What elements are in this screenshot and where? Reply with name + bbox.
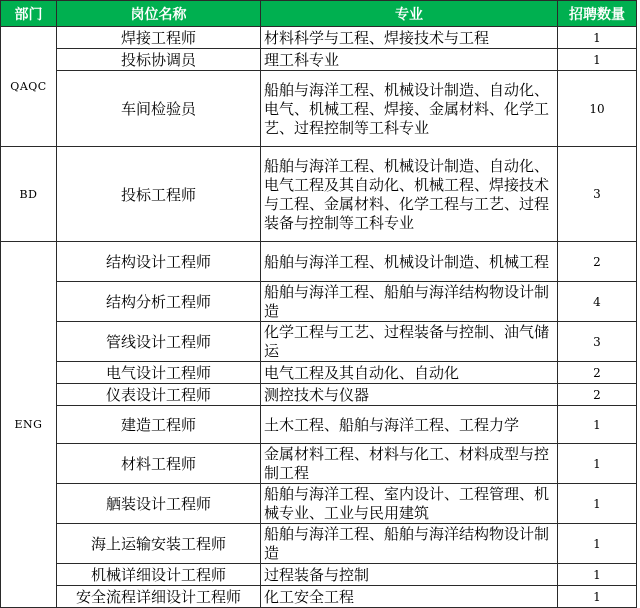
count-cell: 1: [558, 484, 637, 524]
count-cell: 1: [558, 49, 637, 71]
position-cell: 投标工程师: [57, 147, 261, 242]
dept-cell: ENG: [1, 242, 57, 608]
position-cell: 舾装设计工程师: [57, 484, 261, 524]
major-cell: 材料科学与工程、焊接技术与工程: [261, 27, 558, 49]
count-cell: 3: [558, 147, 637, 242]
position-cell: 焊接工程师: [57, 27, 261, 49]
table-row: [1, 242, 637, 282]
table-row: [1, 444, 637, 484]
table-row: [1, 322, 637, 362]
major-cell: 过程装备与控制: [261, 564, 558, 586]
table-row: [1, 71, 637, 147]
table-row: [1, 362, 637, 384]
position-cell: 仪表设计工程师: [57, 384, 261, 406]
header-position: 岗位名称: [57, 1, 261, 27]
major-cell: 土木工程、船舶与海洋工程、工程力学: [261, 406, 558, 444]
position-cell: 管线设计工程师: [57, 322, 261, 362]
table-row: [1, 524, 637, 564]
position-cell: 结构设计工程师: [57, 242, 261, 282]
position-cell: 投标协调员: [57, 49, 261, 71]
major-cell: 测控技术与仪器: [261, 384, 558, 406]
count-cell: 4: [558, 282, 637, 322]
table-row: [1, 484, 637, 524]
table-row: [1, 147, 637, 242]
count-cell: 2: [558, 384, 637, 406]
table-row: [1, 406, 637, 444]
position-cell: 车间检验员: [57, 71, 261, 147]
header-count: 招聘数量: [558, 1, 637, 27]
count-cell: 2: [558, 362, 637, 384]
position-cell: 电气设计工程师: [57, 362, 261, 384]
position-cell: 安全流程详细设计工程师: [57, 586, 261, 608]
table-row: [1, 564, 637, 586]
major-cell: 化工安全工程: [261, 586, 558, 608]
count-cell: 2: [558, 242, 637, 282]
major-cell: 船舶与海洋工程、室内设计、工程管理、机械专业、工业与民用建筑: [261, 484, 558, 524]
position-cell: 结构分析工程师: [57, 282, 261, 322]
major-cell: 电气工程及其自动化、自动化: [261, 362, 558, 384]
count-cell: 1: [558, 524, 637, 564]
count-cell: 1: [558, 444, 637, 484]
header-major: 专业: [261, 1, 558, 27]
table-row: [1, 282, 637, 322]
major-cell: 船舶与海洋工程、船舶与海洋结构物设计制造: [261, 282, 558, 322]
dept-cell: QAQC: [1, 27, 57, 147]
header-row: [1, 1, 637, 27]
major-cell: 船舶与海洋工程、机械设计制造、自动化、电气工程及其自动化、机械工程、焊接技术与工程、金属材料、化学工程与工艺、过程装备与控制等工科专业: [261, 147, 558, 242]
count-cell: 1: [558, 406, 637, 444]
count-cell: 10: [558, 71, 637, 147]
position-cell: 海上运输安装工程师: [57, 524, 261, 564]
header-dept: 部门: [1, 1, 57, 27]
major-cell: 船舶与海洋工程、机械设计制造、机械工程: [261, 242, 558, 282]
major-cell: 化学工程与工艺、过程装备与控制、油气储运: [261, 322, 558, 362]
position-cell: 材料工程师: [57, 444, 261, 484]
count-cell: 1: [558, 27, 637, 49]
position-cell: 建造工程师: [57, 406, 261, 444]
table-row: [1, 27, 637, 49]
major-cell: 船舶与海洋工程、机械设计制造、自动化、电气、机械工程、焊接、金属材料、化学工艺、过程控制等工科专业: [261, 71, 558, 147]
dept-cell: BD: [1, 147, 57, 242]
count-cell: 1: [558, 586, 637, 608]
major-cell: 理工科专业: [261, 49, 558, 71]
count-cell: 1: [558, 564, 637, 586]
major-cell: 船舶与海洋工程、船舶与海洋结构物设计制造: [261, 524, 558, 564]
table-row: [1, 49, 637, 71]
major-cell: 金属材料工程、材料与化工、材料成型与控制工程: [261, 444, 558, 484]
count-cell: 3: [558, 322, 637, 362]
table-row: [1, 384, 637, 406]
position-cell: 机械详细设计工程师: [57, 564, 261, 586]
